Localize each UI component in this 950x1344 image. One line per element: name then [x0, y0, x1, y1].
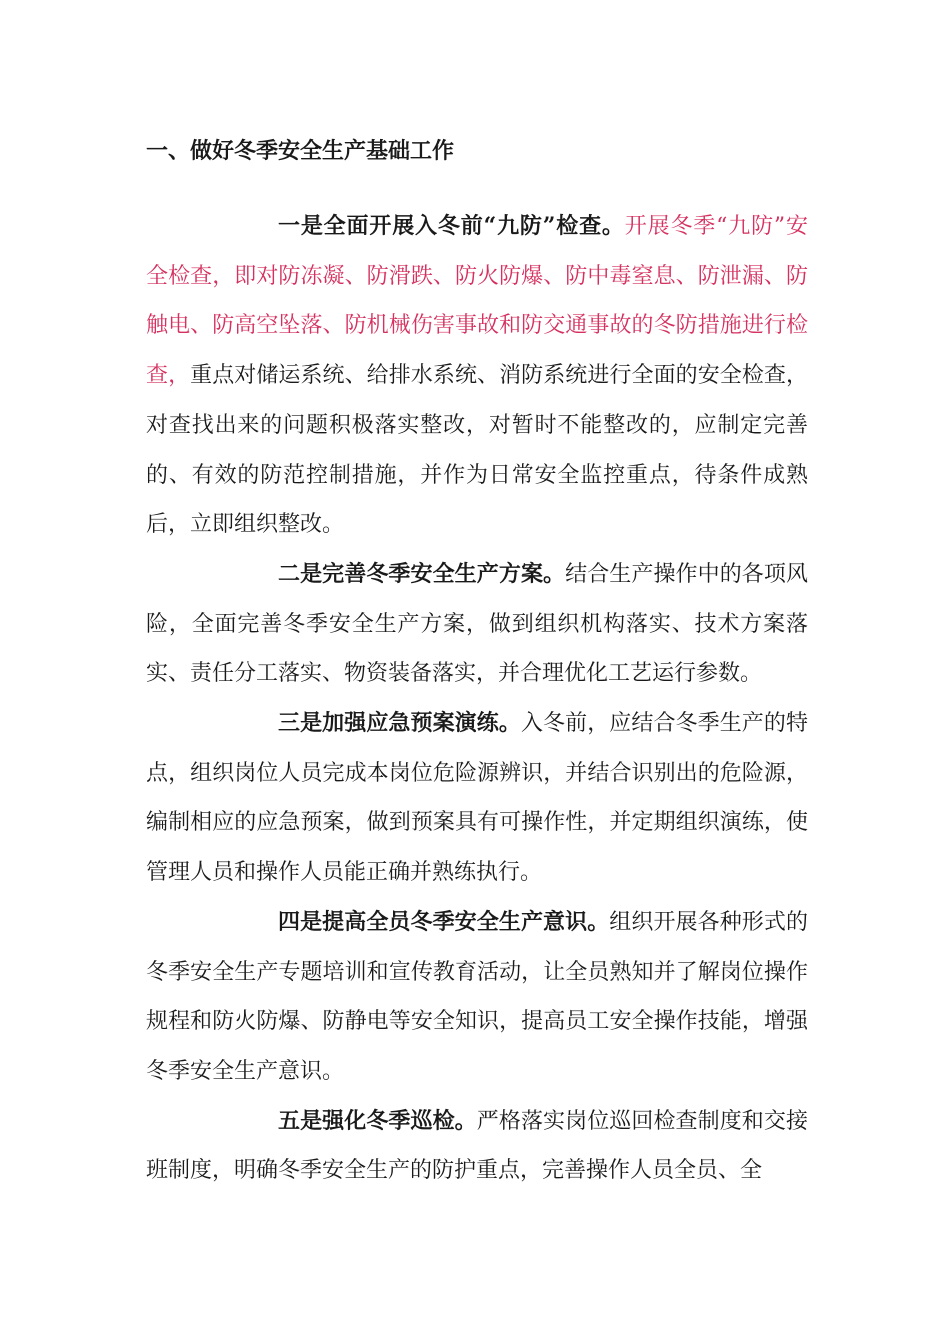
document-body — [146, 202, 808, 1196]
paragraph-lead: 二是完善冬季安全生产方案。 — [278, 560, 566, 587]
paragraph-2 — [146, 550, 808, 699]
paragraph-text: 重点对储运系统、给排水系统、消防系统进行全面的安全检查，对查找出来的问题积极落实整改，对暂时不能整改的，应制定完善的、有效的防范控制措施，并作为日常安全监控重点，待条件成熟后，立即组织整改。 — [146, 363, 808, 538]
paragraph-lead: 五是强化冬季巡检。 — [278, 1107, 477, 1134]
paragraph-5 — [146, 1097, 808, 1196]
paragraph-3 — [146, 699, 808, 898]
paragraph-4 — [146, 898, 808, 1097]
paragraph-lead: 三是加强应急预案演练。 — [278, 710, 521, 737]
section-heading: 一、做好冬季安全生产基础工作 — [146, 138, 455, 164]
paragraph-1 — [146, 202, 808, 550]
highlighted-text: 开展冬季“九防”安全检查，即对防冻凝、防滑跌、防火防爆、防中毒窒息、防泄漏、防触电、防高空坠落、防机械伤害事故和防交通事故的冬防措施进行检查， — [146, 214, 809, 389]
paragraph-text: 组织开展各种形式的冬季安全生产专题培训和宣传教育活动，让全员熟知并了解岗位操作规程和防火防爆、防静电等安全知识，提高员工安全操作技能，增强冬季安全生产意识。 — [146, 909, 808, 1084]
paragraph-text: 结合生产操作中的各项风险，全面完善冬季安全生产方案，做到组织机构落实、技术方案落实、责任分工落实、物资装备落实，并合理优化工艺运行参数。 — [146, 561, 808, 687]
paragraph-lead: 一是全面开展入冬前“九防”检查。 — [278, 213, 625, 239]
paragraph-lead: 四是提高全员冬季安全生产意识。 — [278, 908, 610, 935]
paragraph-text: 严格落实岗位巡回检查制度和交接班制度，明确冬季安全生产的防护重点，完善操作人员全员、全 — [146, 1108, 808, 1184]
paragraph-text: 入冬前，应结合冬季生产的特点，组织岗位人员完成本岗位危险源辨识，并结合识别出的危险源，编制相应的应急预案，做到预案具有可操作性，并定期组织演练，使管理人员和操作人员能正确并熟练执行。 — [146, 711, 808, 886]
